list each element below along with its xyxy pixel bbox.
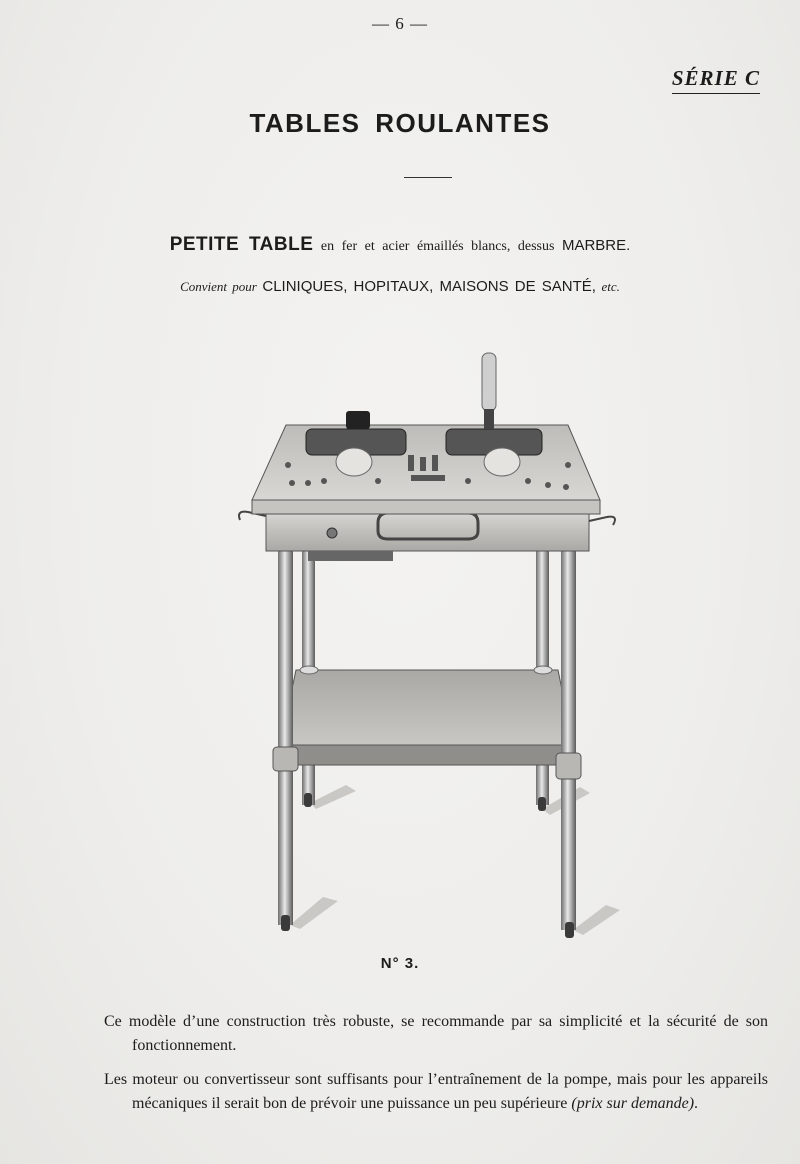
suitability-lead: Convient pour bbox=[180, 279, 257, 294]
price-on-request: (prix sur demande) bbox=[571, 1095, 695, 1112]
lower-shelf bbox=[280, 666, 573, 765]
paragraph-motor-text: Les moteur ou convertisseur sont suffisants pour l’entraînement de la pompe, mais pour les appareils mécaniques il serait bon de prévoir une puissance un peu supérieure bbox=[104, 1071, 768, 1112]
suitability-line bbox=[0, 278, 800, 296]
dial-right bbox=[484, 448, 520, 476]
fuse-lamp bbox=[482, 353, 496, 411]
drawer-knob bbox=[327, 528, 337, 538]
paragraph-construction: Ce modèle d’une construction très robuste, se recommande par sa simplicité et la sécurité de son fonctionnement. bbox=[104, 1013, 768, 1054]
figure-caption: N° 3. bbox=[380, 955, 420, 972]
series-label: SÉRIE C bbox=[672, 66, 760, 94]
switch-block bbox=[346, 411, 370, 429]
casters bbox=[281, 793, 574, 938]
suitability-places: CLINIQUES, HOPITAUX, MAISONS DE SANTÉ, bbox=[262, 278, 596, 295]
product-material: MARBRE. bbox=[561, 237, 631, 254]
dial-left bbox=[336, 448, 372, 476]
paragraph-motor-end: . bbox=[694, 1095, 699, 1112]
leg-collar bbox=[556, 753, 581, 779]
page-number: — 6 — bbox=[372, 14, 428, 33]
product-description: en fer et acier émaillés blancs, dessus bbox=[320, 239, 555, 254]
product-name: PETITE TABLE bbox=[169, 234, 314, 255]
title-divider bbox=[404, 177, 452, 178]
paragraph-motor bbox=[104, 1068, 768, 1116]
front-left-leg bbox=[278, 550, 293, 925]
suitability-tail: etc. bbox=[601, 279, 620, 294]
side-handle bbox=[589, 517, 615, 525]
product-subtitle bbox=[0, 234, 800, 256]
front-right-leg bbox=[561, 550, 576, 930]
leg-collar bbox=[273, 747, 298, 771]
page-title: TABLES ROULANTES bbox=[249, 108, 551, 138]
motor-grille bbox=[308, 551, 393, 561]
rolling-table-illustration bbox=[228, 345, 628, 950]
table-apron bbox=[239, 512, 615, 561]
